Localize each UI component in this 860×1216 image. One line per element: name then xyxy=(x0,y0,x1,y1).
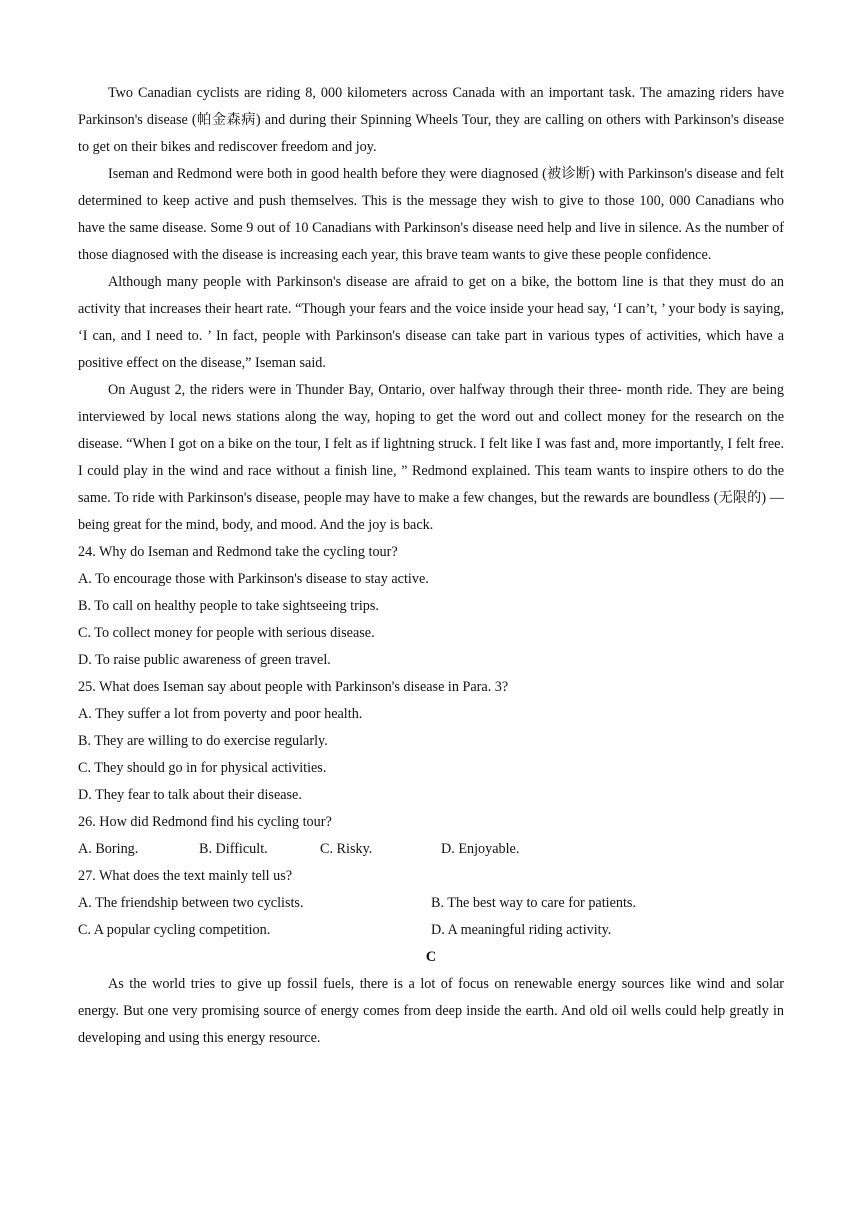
question-26 xyxy=(78,809,784,863)
question-24 xyxy=(78,539,784,674)
option-c: C. Risky. xyxy=(320,841,373,857)
option-b: B. Difficult. xyxy=(199,841,268,857)
option-a: A. To encourage those with Parkinson's disease to stay active. xyxy=(78,571,429,587)
option-c: C. A popular cycling competition. xyxy=(78,922,271,938)
option-b: B. They are willing to do exercise regularly. xyxy=(78,733,328,749)
passage-b-paragraph-2: Iseman and Redmond were both in good health before they were diagnosed (被诊断) with Parkinson's disease and felt determined to keep active and push themselves. This is the message they wish to give to those 100, 000 Canadians who have the same disease. Some 9 out of 10 Canadians with Parkinson's disease need help and live in silence. As the number of those diagnosed with the disease is increasing each year, this brave team wants to give these people confidence. xyxy=(78,166,784,263)
question-stem: 27. What does the text mainly tell us? xyxy=(78,868,293,884)
option-d: D. A meaningful riding activity. xyxy=(431,922,612,938)
passage-c-paragraph-1: As the world tries to give up fossil fuels, there is a lot of focus on renewable energy sources like wind and solar energy. But one very promising source of energy comes from deep inside the earth. And old oil wells could help greatly in developing and using this energy resource. xyxy=(78,976,784,1046)
option-row xyxy=(78,836,784,863)
document-page xyxy=(78,80,784,1052)
question-27 xyxy=(78,863,784,944)
section-heading-c: C xyxy=(425,949,437,965)
question-25 xyxy=(78,674,784,809)
option-row xyxy=(78,917,784,944)
option-a: A. The friendship between two cyclists. xyxy=(78,895,304,911)
passage-b-paragraph-1: Two Canadian cyclists are riding 8, 000 kilometers across Canada with an important task. The amazing riders have Parkinson's disease (帕金森病) and during their Spinning Wheels Tour, they are calling on others with Parkinson's disease to get on their bikes and rediscover freedom and joy. xyxy=(78,85,784,155)
option-a: A. They suffer a lot from poverty and poor health. xyxy=(78,706,363,722)
option-b: B. To call on healthy people to take sightseeing trips. xyxy=(78,598,379,614)
option-row xyxy=(78,890,784,917)
question-stem: 25. What does Iseman say about people with Parkinson's disease in Para. 3? xyxy=(78,679,509,695)
question-stem: 26. How did Redmond find his cycling tour? xyxy=(78,814,332,830)
option-d: D. They fear to talk about their disease. xyxy=(78,787,302,803)
option-a: A. Boring. xyxy=(78,841,139,857)
option-d: D. To raise public awareness of green travel. xyxy=(78,652,331,668)
option-d: D. Enjoyable. xyxy=(441,841,520,857)
passage-b-paragraph-3: Although many people with Parkinson's disease are afraid to get on a bike, the bottom line is that they must do an activity that increases their heart rate. “Though your fears and the voice inside your head say, ‘I can’t, ’ your body is saying, ‘I can, and I need to. ’ In fact, people with Parkinson's disease can take part in various types of activities, which have a positive effect on the disease,” Iseman said. xyxy=(78,274,784,371)
question-stem: 24. Why do Iseman and Redmond take the cycling tour? xyxy=(78,544,398,560)
option-c: C. They should go in for physical activities. xyxy=(78,760,327,776)
passage-b-paragraph-4: On August 2, the riders were in Thunder Bay, Ontario, over halfway through their three- month ride. They are being interviewed by local news stations along the way, hoping to get the word out and collect money for the research on the disease. “When I got on a bike on the tour, I felt as if lightning struck. I felt like I was fast and, more importantly, I felt free. I could play in the wind and race without a finish line, ” Redmond explained. This team wants to inspire others to do the same. To ride with Parkinson's disease, people may have to make a few changes, but the rewards are boundless (无限的) — being great for the mind, body, and mood. And the joy is back. xyxy=(78,382,784,533)
option-c: C. To collect money for people with serious disease. xyxy=(78,625,375,641)
option-b: B. The best way to care for patients. xyxy=(431,895,636,911)
